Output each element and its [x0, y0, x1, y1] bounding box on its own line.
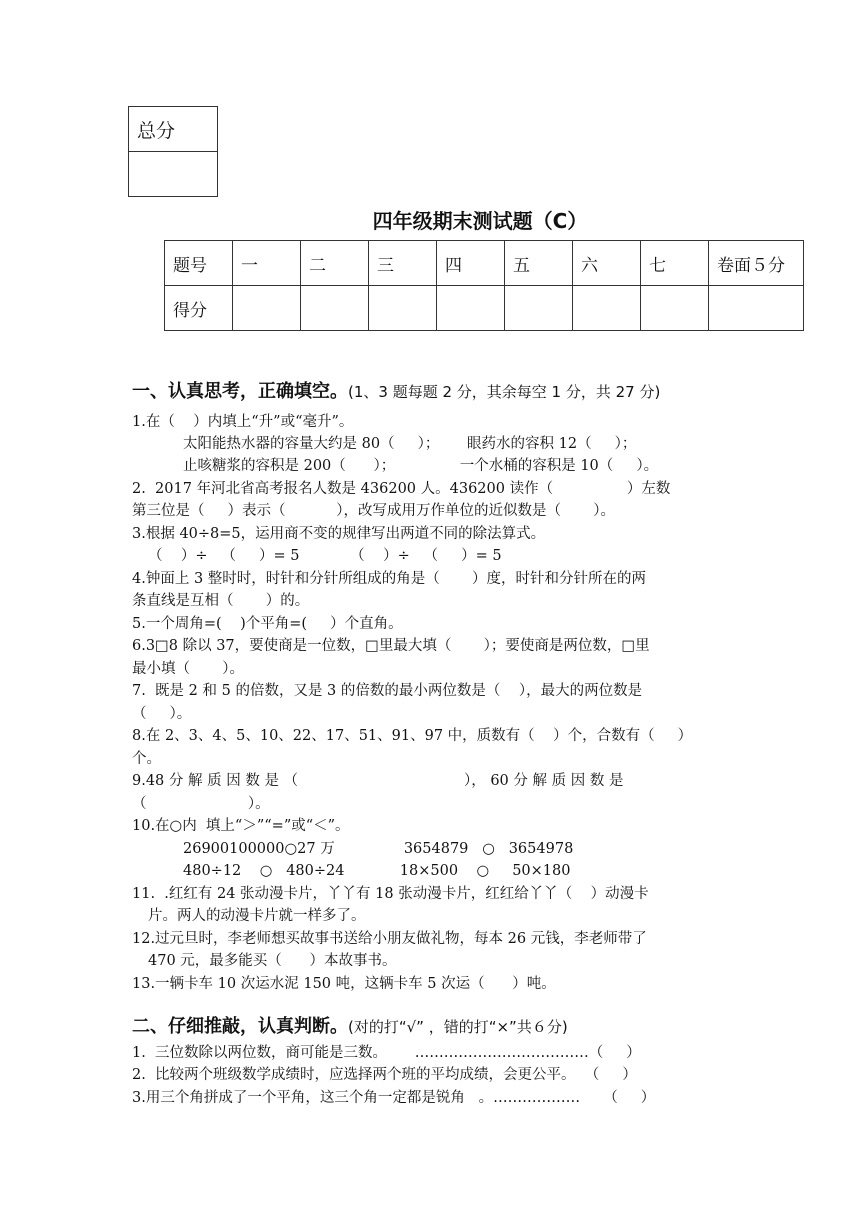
total-score-label: 总分 — [129, 107, 218, 152]
question-line: 13.一辆卡车 10 次运水泥 150 吨，这辆卡车 5 次运（ ）吨。 — [132, 976, 556, 992]
grade-header-cell: 一 — [233, 241, 301, 286]
question-line: 5.一个周角=( )个平角=( ）个直角。 — [132, 616, 403, 632]
question-line: 7. 既是 2 和 5 的倍数，又是 3 的倍数的最小两位数是（ ），最大的两位数是 — [132, 683, 643, 699]
section1-title: 一、认真思考，正确填空。 — [132, 381, 348, 402]
grade-header-cell: 卷面５分 — [709, 241, 804, 286]
question-line: 1.在（ ）内填上“升”或“毫升”。 — [132, 414, 354, 430]
score-cell[interactable] — [641, 286, 709, 331]
grade-header-cell: 题号 — [165, 241, 233, 286]
judgement-line: 1. 三位数除以两位数，商可能是三数。 ………………………………（ ） — [132, 1045, 641, 1061]
judgement-line: 3.用三个角拼成了一个平角，这三个角一定都是锐角 。……………… （ ） — [132, 1090, 656, 1106]
question-line: 12.过元旦时，李老师想买故事书送给小朋友做礼物，每本 26 元钱，李老师带了 — [132, 931, 647, 947]
question-line: 480÷12 ○ 480÷24 18×500 ○ 50×180 — [183, 863, 571, 879]
total-score-value[interactable] — [129, 152, 218, 197]
score-cell[interactable] — [573, 286, 641, 331]
question-line: 最小填（ ）。 — [132, 661, 245, 677]
score-cell[interactable] — [709, 286, 804, 331]
grade-header-cell: 二 — [301, 241, 369, 286]
question-line: 26900100000○27 万 3654879 ○ 3654978 — [183, 841, 574, 857]
score-cell[interactable] — [437, 286, 505, 331]
grade-table — [164, 240, 804, 331]
question-line: 6.3□8 除以 37，要使商是一位数，□里最大填（ ）；要使商是两位数，□里 — [132, 638, 650, 654]
question-line: （ ）。 — [132, 706, 192, 722]
grade-header-cell: 五 — [505, 241, 573, 286]
section2-note: (对的打“√” ，错的打“×”共６分) — [348, 1018, 568, 1036]
grade-table-header-row — [165, 241, 804, 286]
grade-header-cell: 六 — [573, 241, 641, 286]
score-cell[interactable] — [301, 286, 369, 331]
score-cell[interactable] — [233, 286, 301, 331]
question-line: 止咳糖浆的容积是 200（ ）； 一个水桶的容积是 10（ ）。 — [183, 458, 659, 474]
question-line: 470 元，最多能买（ ）本故事书。 — [148, 953, 397, 969]
page-title: 四年级期末测试题（C） — [372, 209, 588, 233]
question-line: 2. 2017 年河北省高考报名人数是 436200 人。436200 读作（ ）左数 — [132, 481, 671, 497]
question-line: 个。 — [132, 751, 161, 767]
question-line: （ ）。 — [132, 796, 270, 812]
grade-header-cell: 四 — [437, 241, 505, 286]
total-score-box — [128, 106, 218, 197]
question-line: 第三位是（ ）表示（ ），改写成用万作单位的近似数是（ ）。 — [132, 503, 616, 519]
question-line: 3.根据 40÷8=5，运用商不变的规律写出两道不同的除法算式。 — [132, 526, 546, 542]
grade-header-cell: 三 — [369, 241, 437, 286]
section1-note: (1、3 题每题 2 分，其余每空 1 分，共 27 分) — [348, 383, 661, 401]
score-row-label: 得分 — [165, 286, 233, 331]
grade-table-score-row — [165, 286, 804, 331]
question-line: 11. .红红有 24 张动漫卡片，丫丫有 18 张动漫卡片，红红给丫丫（ ）动漫卡 — [132, 886, 649, 902]
judgement-line: 2. 比较两个班级数学成绩时，应选择两个班的平均成绩，会更公平。 （ ） — [132, 1067, 637, 1083]
question-line: 条直线是互相（ ）的。 — [132, 593, 310, 609]
question-line: 4.钟面上 3 整时时，时针和分针所组成的角是（ ）度，时针和分针所在的两 — [132, 571, 647, 587]
grade-header-cell: 七 — [641, 241, 709, 286]
question-line: （ ）÷ （ ）= 5 （ ）÷ （ ）= 5 — [148, 548, 502, 564]
question-line: 10.在○内 填上“＞”“=”或“＜”。 — [132, 818, 350, 834]
score-cell[interactable] — [369, 286, 437, 331]
question-line: 片。两人的动漫卡片就一样多了。 — [148, 908, 366, 924]
section2-title: 二、仔细推敲，认真判断。 — [132, 1016, 348, 1037]
question-line: 9.48 分 解 质 因 数 是 （ ）， 60 分 解 质 因 数 是 — [132, 773, 624, 789]
section2-heading — [132, 1012, 568, 1038]
question-line: 8.在 2、3、4、5、10、22、17、51、91、97 中，质数有（ ）个，合数有（ ） — [132, 728, 693, 744]
question-line: 太阳能热水器的容量大约是 80（ ）； 眼药水的容积 12（ ）； — [183, 436, 637, 452]
section1-heading — [132, 377, 660, 403]
score-cell[interactable] — [505, 286, 573, 331]
